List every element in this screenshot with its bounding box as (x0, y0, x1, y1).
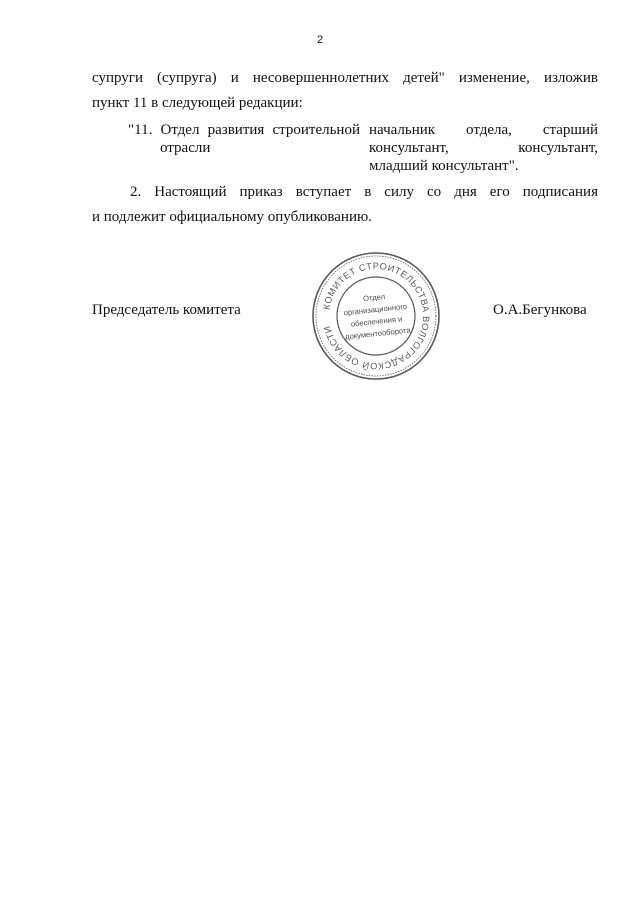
intro-paragraph (92, 66, 598, 116)
stamp-center-line-4: документооборота (344, 325, 411, 342)
stamp-outer-dotted-ring (316, 256, 436, 376)
signature-role: Председатель комитета (92, 302, 241, 318)
stamp-ring-text: КОМИТЕТ СТРОИТЕЛЬСТВА ВОЛГОГРАДСКОЙ ОБЛАСТИ (321, 260, 432, 372)
stamp-center-line-3: обеспечения и (350, 314, 403, 329)
intro-line-2: пункт 11 в следующей редакции: (92, 95, 303, 111)
paragraph-2 (92, 180, 598, 230)
stamp-center-line-2: организационного (343, 301, 408, 318)
row-number-and-department: "11. Отдел развития строительной (128, 122, 360, 138)
signature-name: О.А.Бегункова (493, 302, 587, 318)
row-department-continued: отрасли (160, 140, 211, 156)
page-number: 2 (316, 34, 324, 46)
intro-line-1: супруги (супруга) и несовершеннолетних детей" изменение, изложив (92, 70, 598, 86)
paragraph-2-line-1: 2. Настоящий приказ вступает в силу со дня его подписания (130, 184, 598, 200)
row-positions-line-2: консультант, консультант, (369, 140, 598, 156)
official-stamp-seal (310, 250, 442, 382)
paragraph-2-line-2: и подлежит официальному опубликованию. (92, 209, 372, 225)
row-positions-line-3: младший консультант". (369, 158, 519, 174)
stamp-center-line-1: Отдел (362, 291, 386, 304)
stamp-outer-ring (313, 253, 439, 379)
row-positions-line-1: начальник отдела, старший (369, 122, 598, 138)
